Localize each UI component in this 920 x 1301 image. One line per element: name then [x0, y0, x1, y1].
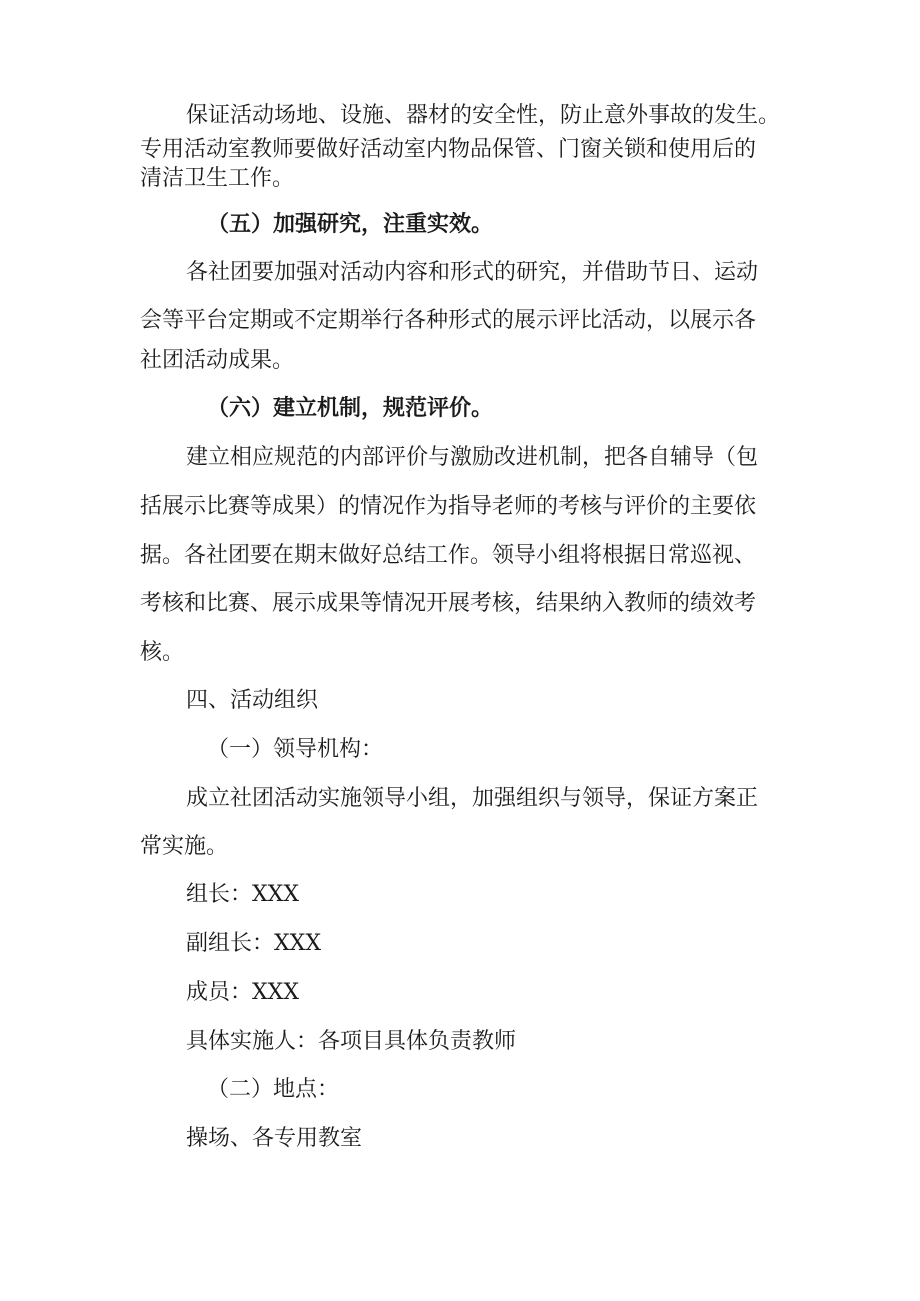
safety-line-1: 保证活动场地、设施、器材的安全性，防止意外事故的发生。	[186, 103, 781, 128]
safety-line-2: 专用活动室教师要做好活动室内物品保管、门窗关锁和使用后的	[140, 137, 757, 162]
research-line-3: 社团活动成果。	[140, 348, 295, 373]
leadership-line-2: 常实施。	[140, 834, 229, 859]
section-6-title: （六）建立机制，规范评价。	[207, 396, 494, 421]
leadership-line-1: 成立社团活动实施领导小组，加强组织与领导，保证方案正	[186, 786, 759, 811]
evaluation-line-4: 考核和比赛、展示成果等情况开展考核，结果纳入教师的绩效考	[140, 591, 757, 616]
deputy-group-leader: 副组长：XXX	[186, 931, 321, 956]
safety-line-3: 清洁卫生工作。	[140, 166, 295, 191]
location-text: 操场、各专用教室	[186, 1126, 363, 1151]
evaluation-line-1: 建立相应规范的内部评价与激励改进机制，把各自辅导（包	[186, 445, 759, 470]
evaluation-line-5: 核。	[140, 640, 185, 665]
subsection-1-title: （一）领导机构：	[207, 737, 384, 762]
research-line-2: 会等平台定期或不定期举行各种形式的展示评比活动，以展示各	[140, 308, 757, 333]
section-5-title: （五）加强研究，注重实效。	[207, 212, 494, 237]
subsection-2-title: （二）地点：	[207, 1077, 340, 1102]
evaluation-line-3: 据。各社团要在期末做好总结工作。领导小组将根据日常巡视、	[140, 543, 757, 568]
evaluation-line-2: 括展示比赛等成果）的情况作为指导老师的考核与评价的主要依	[140, 494, 757, 519]
group-members: 成员：XXX	[186, 980, 299, 1005]
part-4-title: 四、活动组织	[186, 688, 319, 713]
research-line-1: 各社团要加强对活动内容和形式的研究，并借助节日、运动	[186, 260, 759, 285]
implementer: 具体实施人：各项目具体负责教师	[186, 1029, 517, 1054]
group-leader: 组长：XXX	[186, 882, 299, 907]
